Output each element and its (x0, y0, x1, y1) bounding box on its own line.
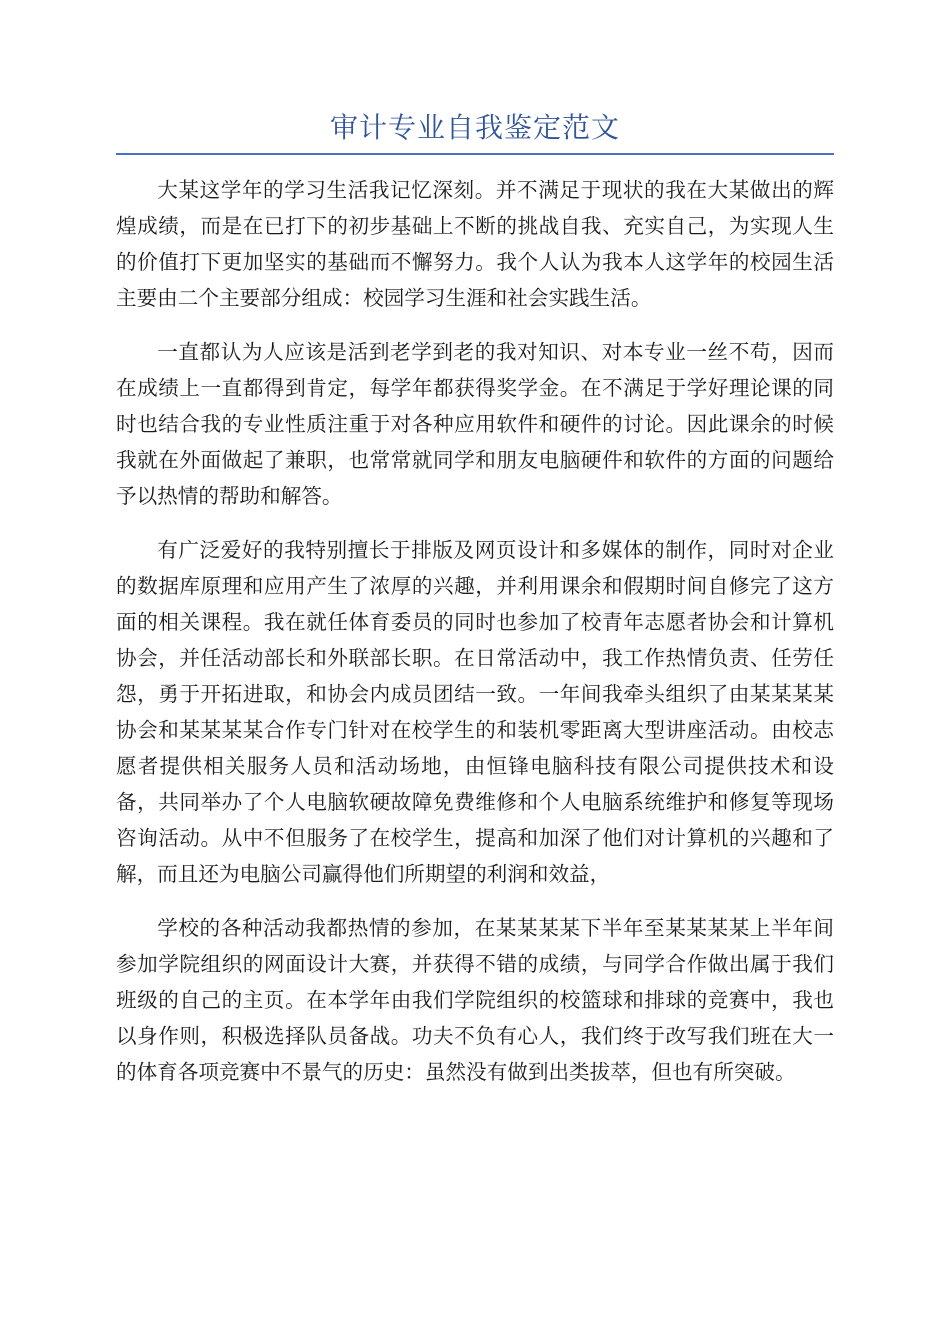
document-body (116, 172, 834, 1108)
document-title: 审计专业自我鉴定范文 (329, 111, 620, 144)
paragraph-3: 有广泛爱好的我特别擅长于排版及网页设计和多媒体的制作，同时对企业的数据库原理和应用产生了浓厚的兴趣，并利用课余和假期时间自修完了这方面的相关课程。我在就任体育委员的同时也参加了校青年志愿者协会和计算机协会，并任活动部长和外联部长职。在日常活动中，我工作热情负责、任劳任怨，勇于开拓进取，和协会内成员团结一致。一年间我牵头组织了由某某某某协会和某某某某合作专门针对在校学生的和装机零距离大型讲座活动。由校志愿者提供相关服务人员和活动场地，由恒锋电脑科技有限公司提供技术和设备，共同举办了个人电脑软硬故障免费维修和个人电脑系统维护和修复等现场咨询活动。从中不但服务了在校学生，提高和加深了他们对计算机的兴趣和了解，而且还为电脑公司赢得他们所期望的利润和效益， (116, 538, 834, 886)
paragraph-2: 一直都认为人应该是活到老学到老的我对知识、对本专业一丝不苟，因而在成绩上一直都得到肯定，每学年都获得奖学金。在不满足于学好理论课的同时也结合我的专业性质注重于对各种应用软件和硬件的讨论。因此课余的时候我就在外面做起了兼职，也常常就同学和朋友电脑硬件和软件的方面的问题给予以热情的帮助和解答。 (116, 340, 834, 508)
title-underline (116, 153, 834, 155)
paragraph-1: 大某这学年的学习生活我记忆深刻。并不满足于现状的我在大某做出的辉煌成绩，而是在已打下的初步基础上不断的挑战自我、充实自己，为实现人生的价值打下更加坚实的基础而不懈努力。我个人认为我本人这学年的校园生活主要由二个主要部分组成：校园学习生涯和社会实践生活。 (116, 178, 834, 310)
paragraph-4: 学校的各种活动我都热情的参加，在某某某某下半年至某某某某上半年间参加学院组织的网面设计大赛，并获得不错的成绩，与同学合作做出属于我们班级的自己的主页。在本学年由我们学院组织的校篮球和排球的竞赛中，我也以身作则，积极选择队员备战。功夫不负有心人，我们终于改写我们班在大一的体育各项竞赛中不景气的历史：虽然没有做到出类拔萃，但也有所突破。 (116, 916, 834, 1084)
